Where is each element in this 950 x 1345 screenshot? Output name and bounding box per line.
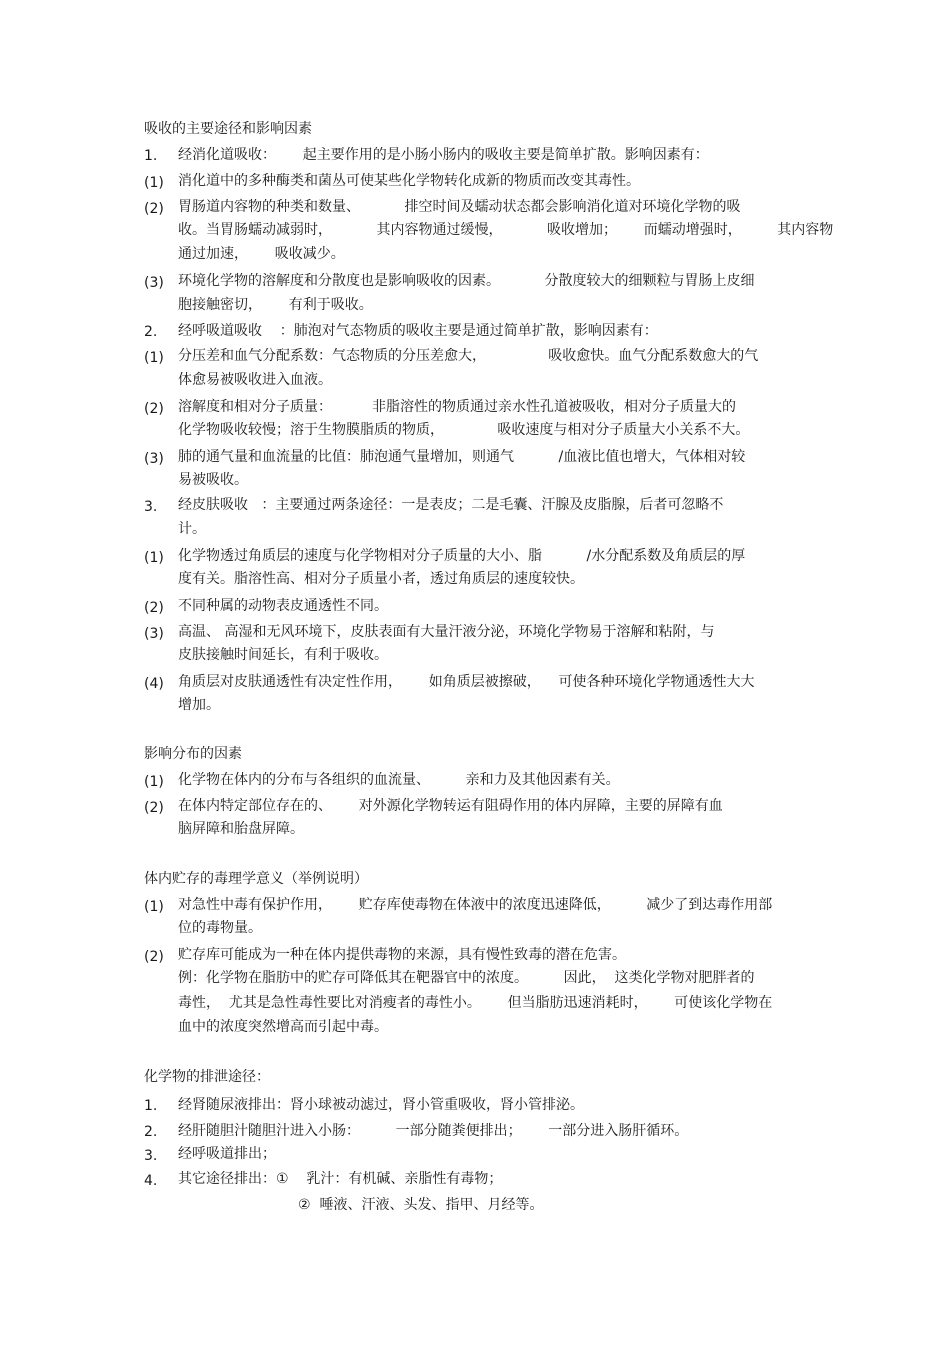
item-number: 4. bbox=[144, 1173, 158, 1189]
item-line: 增加。 bbox=[178, 697, 220, 713]
item-number: (3) bbox=[144, 451, 164, 467]
item-number: (1) bbox=[144, 550, 164, 566]
item-line: 消化道中的多种酶类和菌丛可使某些化学物转化成新的物质而改变其毒性。 bbox=[178, 173, 640, 189]
item-number: (2) bbox=[144, 201, 164, 217]
item-line: 经呼吸道吸收 ：肺泡对气态物质的吸收主要是通过简单扩散，影响因素有： bbox=[178, 323, 658, 339]
item-line: 毒性， 尤其是急性毒性要比对消瘦者的毒性小。 但当脂肪迅速消耗时， 可使该化学物在 bbox=[178, 995, 773, 1011]
item-line: 度有关。脂溶性高、相对分子质量小者，透过角质层的速度较快。 bbox=[178, 571, 584, 587]
item-number: 3. bbox=[144, 499, 158, 515]
item-line: 胃肠道内容物的种类和数量、 排空时间及蠕动状态都会影响消化道对环境化学物的吸 bbox=[178, 199, 741, 215]
item-line: 经呼吸道排出； bbox=[178, 1146, 276, 1162]
item-line: 血中的浓度突然增高而引起中毒。 bbox=[178, 1019, 388, 1035]
item-line: 化学物在体内的分布与各组织的血流量、 亲和力及其他因素有关。 bbox=[178, 772, 620, 788]
item-line: 经肝随胆汁随胆汁进入小肠： 一部分随粪便排出； 一部分进入肠肝循环。 bbox=[178, 1123, 689, 1139]
item-line: 高温、 高湿和无风环境下，皮肤表面有大量汗液分泌，环境化学物易于溶解和粘附，与 bbox=[178, 624, 715, 640]
item-line: ② 唾液、汗液、头发、指甲、月经等。 bbox=[298, 1197, 544, 1213]
item-line: 收。当胃肠蠕动减弱时， 其内容物通过缓慢， 吸收增加； 而蠕动增强时， 其内容物 bbox=[178, 222, 834, 238]
item-line: 分压差和血气分配系数：气态物质的分压差愈大， 吸收愈快。血气分配系数愈大的气 bbox=[178, 348, 759, 364]
item-number: 1. bbox=[144, 1098, 158, 1114]
section-heading: 化学物的排泄途径： bbox=[144, 1069, 270, 1085]
item-number: (3) bbox=[144, 275, 164, 291]
item-line: 角质层对皮肤通透性有决定性作用， 如角质层被擦破， 可使各种环境化学物通透性大大 bbox=[178, 674, 755, 690]
item-line: 易被吸收。 bbox=[178, 472, 248, 488]
item-line: 位的毒物量。 bbox=[178, 920, 262, 936]
section-heading: 影响分布的因素 bbox=[144, 746, 242, 762]
item-number: (1) bbox=[144, 350, 164, 366]
item-line: 溶解度和相对分子质量： 非脂溶性的物质通过亲水性孔道被吸收，相对分子质量大的 bbox=[178, 399, 737, 415]
item-line: 经皮肤吸收 ：主要通过两条途径：一是表皮；二是毛囊、汗腺及皮脂腺，后者可忽略不 bbox=[178, 497, 724, 513]
item-line: 环境化学物的溶解度和分散度也是影响吸收的因素。 分散度较大的细颗粒与胃肠上皮细 bbox=[178, 273, 755, 289]
item-number: (2) bbox=[144, 401, 164, 417]
section-heading: 体内贮存的毒理学意义（举例说明） bbox=[144, 871, 368, 887]
item-line: 例：化学物在脂肪中的贮存可降低其在靶器官中的浓度。 因此， 这类化学物对肥胖者的 bbox=[178, 970, 755, 986]
item-line: 脑屏障和胎盘屏障。 bbox=[178, 821, 304, 837]
item-number: 3. bbox=[144, 1148, 158, 1164]
item-number: 2. bbox=[144, 324, 158, 340]
item-line: 化学物透过角质层的速度与化学物相对分子质量的大小、脂 /水分配系数及角质层的厚 bbox=[178, 548, 746, 564]
item-line: 体愈易被吸收进入血液。 bbox=[178, 372, 332, 388]
item-number: (3) bbox=[144, 626, 164, 642]
item-line: 计。 bbox=[178, 521, 206, 537]
item-line: 皮肤接触时间延长，有利于吸收。 bbox=[178, 647, 388, 663]
item-number: (4) bbox=[144, 676, 164, 692]
item-line: 不同种属的动物表皮通透性不同。 bbox=[178, 598, 388, 614]
section-heading: 吸收的主要途径和影响因素 bbox=[144, 121, 312, 137]
item-line: 胞接触密切， 有利于吸收。 bbox=[178, 297, 373, 313]
item-number: (2) bbox=[144, 949, 164, 965]
item-line: 其它途径排出：① 乳汁：有机碱、亲脂性有毒物； bbox=[178, 1171, 503, 1187]
item-number: (1) bbox=[144, 899, 164, 915]
item-number: 2. bbox=[144, 1124, 158, 1140]
item-number: (2) bbox=[144, 600, 164, 616]
item-line: 经肾随尿液排出：肾小球被动滤过，肾小管重吸收，肾小管排泌。 bbox=[178, 1097, 584, 1113]
item-line: 贮存库可能成为一种在体内提供毒物的来源，具有慢性致毒的潜在危害。 bbox=[178, 947, 626, 963]
item-number: (1) bbox=[144, 774, 164, 790]
item-line: 在体内特定部位存在的、 对外源化学物转运有阻碍作用的体内屏障，主要的屏障有血 bbox=[178, 798, 723, 814]
item-line: 通过加速， 吸收减少。 bbox=[178, 246, 345, 262]
item-number: 1. bbox=[144, 148, 158, 164]
item-line: 对急性中毒有保护作用， 贮存库使毒物在体液中的浓度迅速降低， 减少了到达毒作用部 bbox=[178, 897, 773, 913]
item-number: (1) bbox=[144, 175, 164, 191]
item-line: 经消化道吸收： 起主要作用的是小肠小肠内的吸收主要是简单扩散。影响因素有： bbox=[178, 147, 709, 163]
item-number: (2) bbox=[144, 800, 164, 816]
item-line: 肺的通气量和血流量的比值：肺泡通气量增加，则通气 /血液比值也增大，气体相对较 bbox=[178, 449, 746, 465]
item-line: 化学物吸收较慢；溶于生物膜脂质的物质， 吸收速度与相对分子质量大小关系不大。 bbox=[178, 422, 750, 438]
